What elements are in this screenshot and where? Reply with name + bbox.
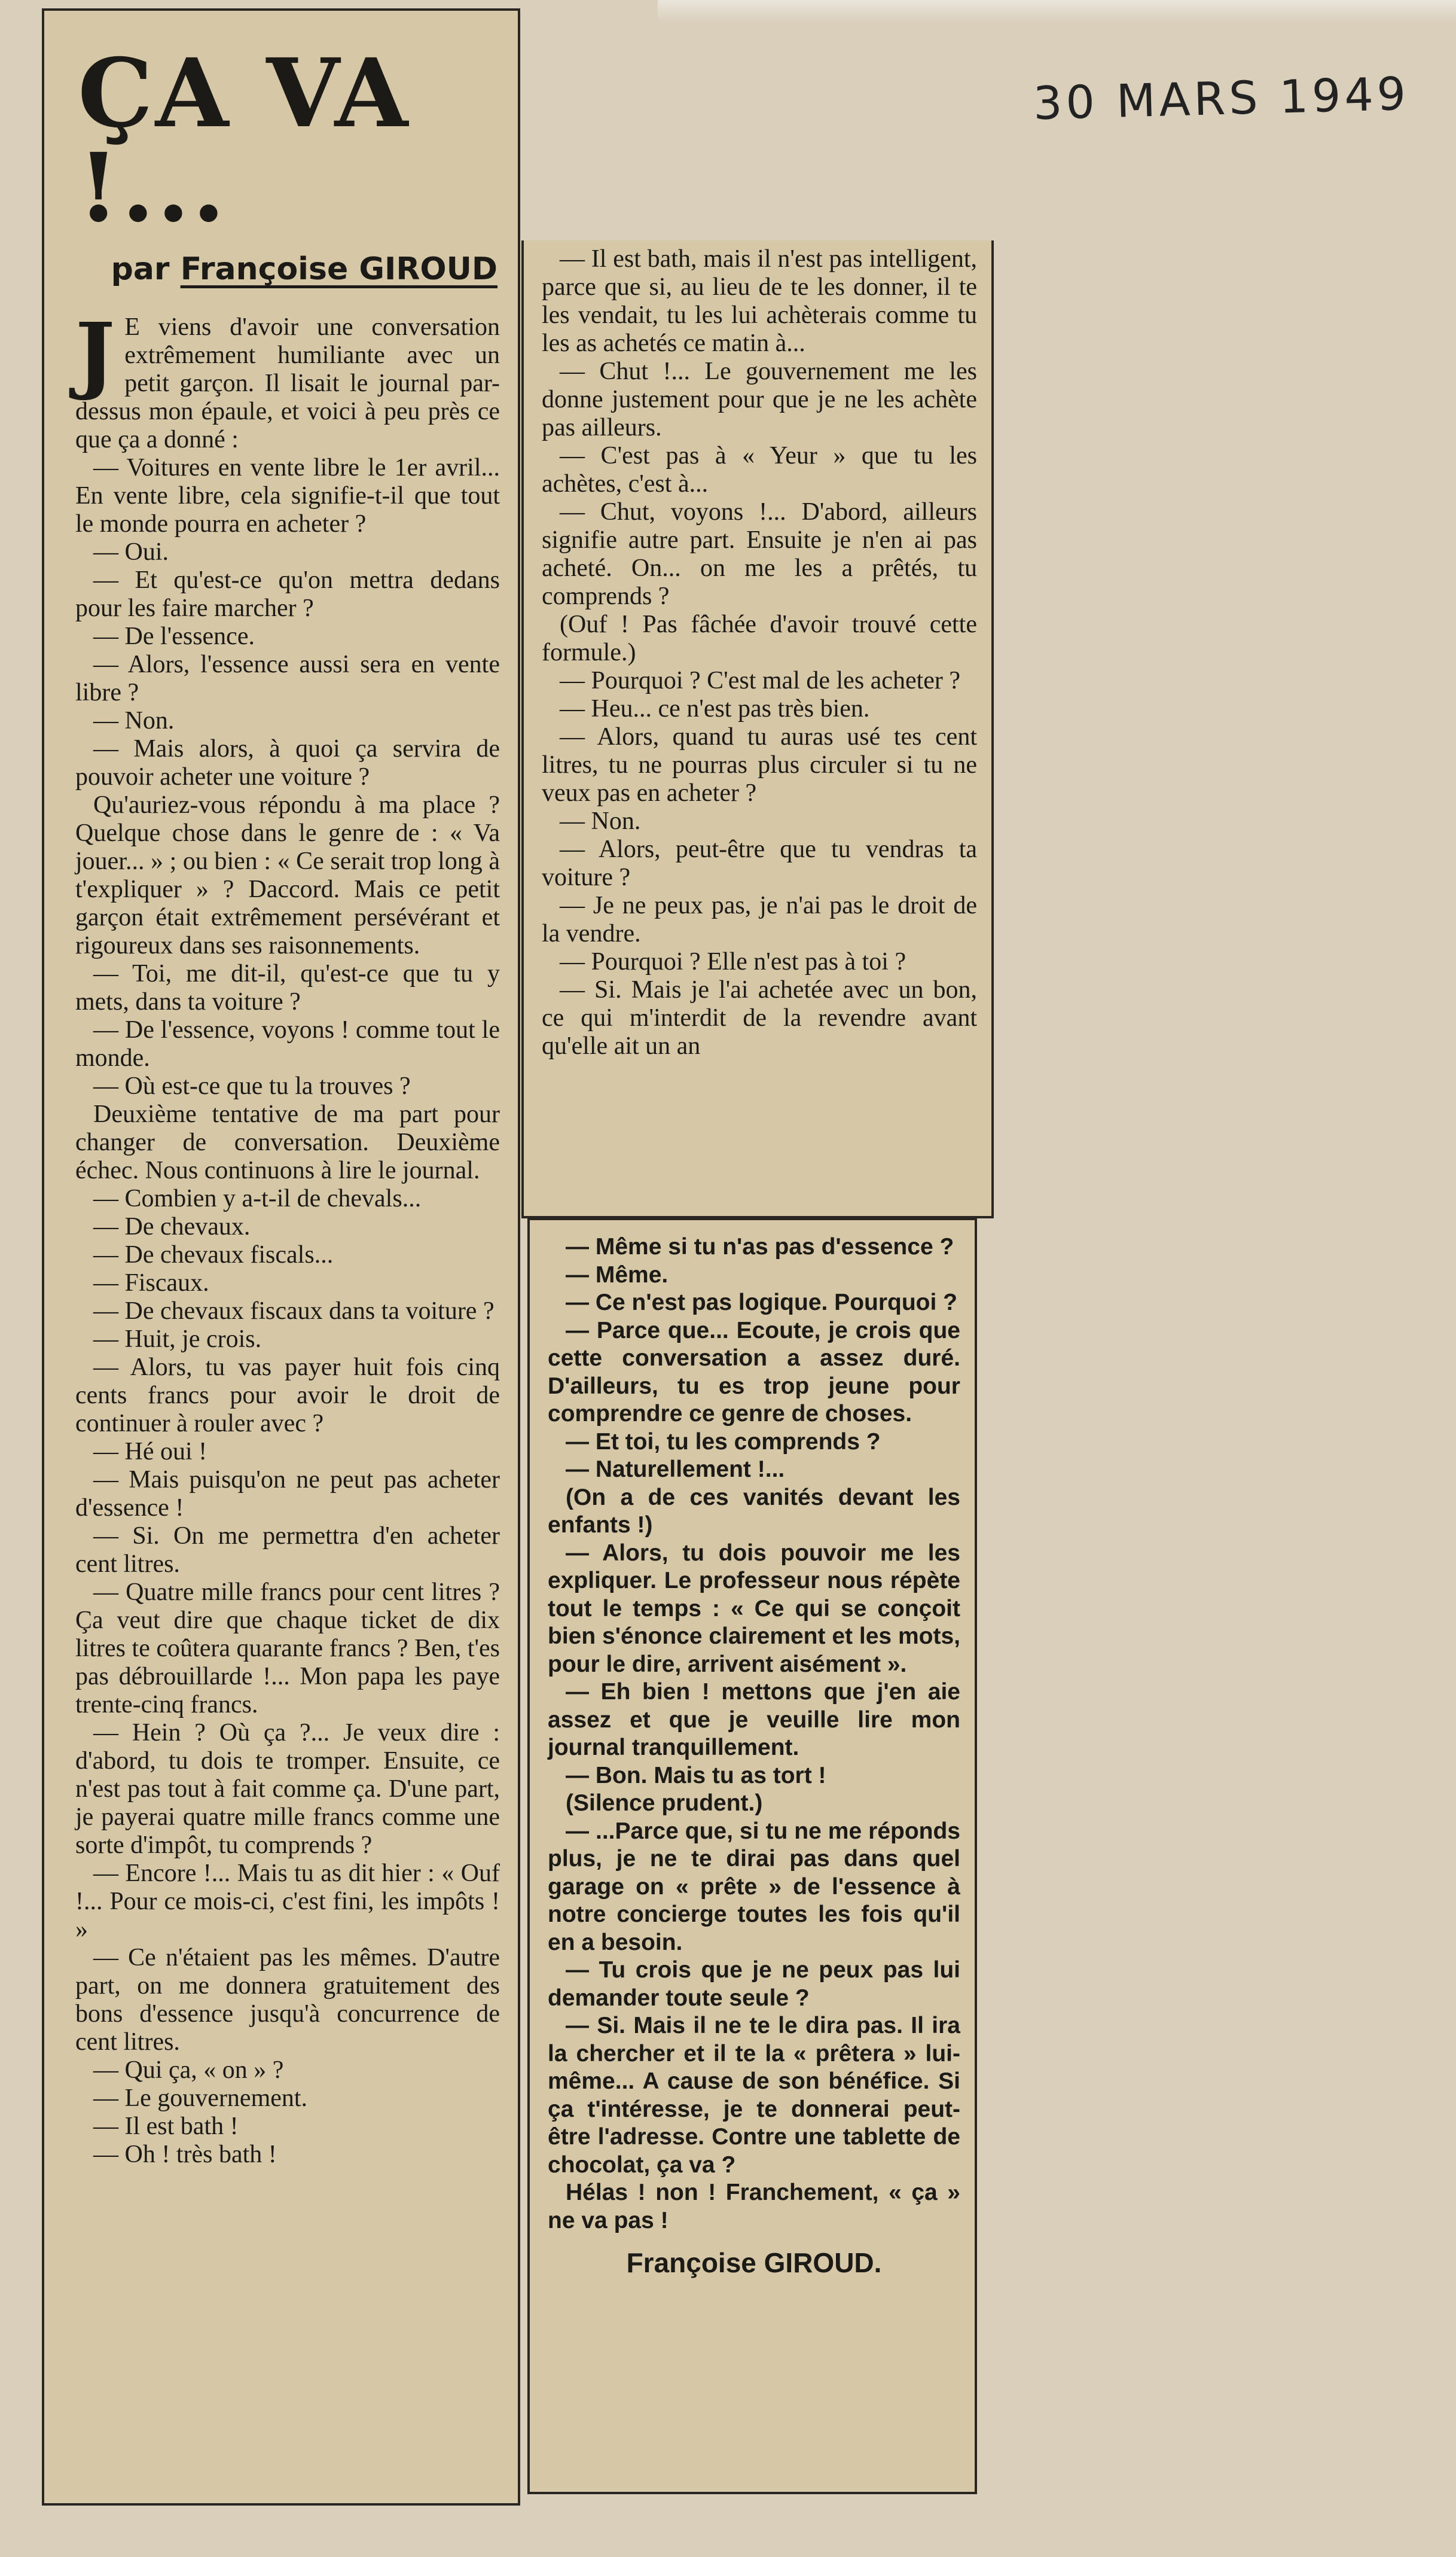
article-title: ÇA VA !... [78, 38, 411, 243]
paragraph: — Il est bath ! [93, 2113, 239, 2140]
paragraph: — Hé oui ! [93, 1438, 207, 1465]
paragraph: (Ouf ! Pas fâchée d'avoir trouvé cette formule.) [542, 611, 977, 666]
paragraph: — Non. [560, 807, 641, 835]
paragraph: — Bon. Mais tu as tort ! [566, 1762, 826, 1788]
paragraph: — Je ne peux pas, je n'ai pas le droit de la vendre. [542, 892, 977, 947]
paragraph: — Il est bath, mais il n'est pas intelligent, parce que si, au lieu de te les donner, il te les vendait, tu les lui achèterais comme tu les as achetés ce matin à... [542, 245, 977, 357]
paragraph: — Qui ça, « on » ? [93, 2056, 284, 2084]
paragraph: — Chut !... Le gouvernement me les donne justement pour que je ne les achète pas ailleurs. [542, 358, 977, 441]
paragraph: — Ce n'est pas logique. Pourquoi ? [566, 1290, 957, 1315]
paragraph: — Toi, me dit-il, qu'est-ce que tu y mets, dans ta voiture ? [75, 960, 500, 1016]
paragraph: — Tu crois que je ne peux pas lui demander toute seule ? [548, 1957, 960, 2011]
paragraph: — Alors, quand tu auras usé tes cent litres, tu ne pourras plus circuler si tu ne veux pas en acheter ? [542, 723, 977, 807]
article-column-1-text [75, 305, 500, 2169]
paragraph: — Pourquoi ? C'est mal de les acheter ? [560, 667, 961, 694]
byline-author: Françoise GIROUD [180, 251, 497, 287]
paragraph: — Et qu'est-ce qu'on mettra dedans pour les faire marcher ? [75, 566, 500, 622]
paragraph: — Combien y a-t-il de chevals... [93, 1185, 422, 1212]
paragraph: — Fiscaux. [93, 1269, 209, 1297]
paragraph: — Eh bien ! mettons que j'en aie assez et que je veuille lire mon journal tranquillement. [548, 1679, 960, 1760]
paragraph: — Mais alors, à quoi ça servira de pouvoir acheter une voiture ? [75, 735, 500, 791]
paragraph: — Alors, tu dois pouvoir me les expliquer. Le professeur nous répète tout le temps : « Ce qui se conçoit bien s'énonce clairement et les mots, pour le dire, arrivent aisément ». [548, 1540, 960, 1677]
paragraph: — Où est-ce que tu la trouves ? [93, 1072, 411, 1100]
byline-prefix: par [111, 251, 170, 287]
paragraph: — Voitures en vente libre le 1er avril... En vente libre, cela signifie-t-il que tout le monde pourra en acheter ? [75, 454, 500, 538]
paragraph: — Naturellement !... [566, 1456, 785, 1482]
paragraph: (On a de ces vanités devant les enfants !) [548, 1484, 960, 1538]
paragraph: — Si. Mais il ne te le dira pas. Il ira la chercher et il te la « prêtera » lui-même... A cause de son bénéfice. Si ça t'intéresse, je te donnerai peut-être l'adresse. Contre une tablette de chocolat, ça va ? [548, 2013, 960, 2178]
paragraph [75, 305, 500, 454]
paragraph: — Pourquoi ? Elle n'est pas à toi ? [560, 948, 906, 976]
handwritten-date: 30 MARS 1949 [1032, 66, 1411, 130]
paragraph: — Alors, l'essence aussi sera en vente libre ? [75, 651, 500, 706]
paragraph: Hélas ! non ! Franchement, « ça » ne va pas ! [548, 2180, 960, 2233]
paragraph: — ...Parce que, si tu ne me réponds plus, je ne te dirai pas dans quel garage on « prête » de l'essence à notre concierge toutes les fois qu'il en a besoin. [548, 1818, 960, 1955]
article-byline [75, 251, 497, 287]
paragraph: (Silence prudent.) [566, 1790, 763, 1816]
paper-edge [658, 0, 1456, 22]
paragraph: — De chevaux fiscaux dans ta voiture ? [93, 1297, 495, 1325]
paragraph: — Chut, voyons !... D'abord, ailleurs signifie autre part. Ensuite je n'en ai pas acheté. On... on me les a prêtés, tu comprends ? [542, 498, 977, 610]
paragraph: — Ce n'étaient pas les mêmes. D'autre part, on me donnera gratuitement des bons d'essence jusqu'à concurrence de cent litres. [75, 1944, 500, 2056]
clipping-column-1 [42, 8, 520, 2506]
paragraph: — De l'essence. [93, 623, 255, 650]
paragraph: — Et toi, tu les comprends ? [566, 1428, 881, 1455]
paragraph: — De l'essence, voyons ! comme tout le monde. [75, 1016, 500, 1072]
paragraph: — Alors, peut-être que tu vendras ta voiture ? [542, 836, 977, 891]
drop-cap: J [75, 305, 115, 403]
paragraph: — Même si tu n'as pas d'essence ? [566, 1234, 954, 1260]
paragraph: — Parce que... Ecoute, je crois que cette conversation a assez duré. D'ailleurs, tu es trop jeune pour comprendre ce genre de choses. [548, 1317, 960, 1427]
clipping-column-3 [527, 1218, 977, 2494]
paragraph: — Le gouvernement. [93, 2084, 308, 2112]
paragraph-text: E viens d'avoir une conversation extrêmement humiliante avec un petit garçon. Il lisait le journal par-dessus mon épaule, et voici à peu près ce que ça a donné : [75, 313, 500, 453]
paragraph: — Mais puisqu'on ne peut pas acheter d'essence ! [75, 1466, 500, 1522]
paragraph: Qu'auriez-vous répondu à ma place ? Quelque chose dans le genre de : « Va jouer... » ; ou bien : « Ce serait trop long à t'expliquer » ? Daccord. Mais ce petit garçon était extrêmement persévérant et rigoureux dans ses raisonnements. [75, 791, 500, 959]
article-column-3-text [548, 1233, 960, 2235]
paragraph: — Hein ? Où ça ?... Je veux dire : d'abord, tu dois te tromper. Ensuite, ce n'est pas tout à fait comme ça. D'une part, je payerai quatre mille francs comme une sorte d'impôt, tu comprends ? [75, 1719, 500, 1859]
paragraph: — Si. Mais je l'ai achetée avec un bon, ce qui m'interdit de la revendre avant qu'elle ait un an [542, 976, 977, 1060]
paragraph: — Si. On me permettra d'en acheter cent litres. [75, 1522, 500, 1578]
article-signature: Françoise GIROUD. [626, 2247, 882, 2278]
paragraph: — Non. [93, 707, 175, 735]
paragraph: — Encore !... Mais tu as dit hier : « Ouf !... Pour ce mois-ci, c'est fini, les impôts ! » [75, 1860, 500, 1943]
clipping-column-2 [521, 240, 994, 1218]
paragraph: — Heu... ce n'est pas très bien. [560, 695, 870, 723]
paragraph: — Alors, tu vas payer huit fois cinq cents francs pour avoir le droit de continuer à rouler avec ? [75, 1354, 500, 1437]
paragraph: — C'est pas à « Yeur » que tu les achètes, c'est à... [542, 442, 977, 498]
paragraph: — De chevaux. [93, 1213, 251, 1241]
paragraph: — Même. [566, 1261, 669, 1288]
paragraph: Deuxième tentative de ma part pour changer de conversation. Deuxième échec. Nous continuons à lire le journal. [75, 1101, 500, 1184]
paragraph: — De chevaux fiscals... [93, 1241, 334, 1269]
article-column-2-text [542, 245, 977, 1060]
paragraph: — Oh ! très bath ! [93, 2141, 277, 2168]
paragraph: — Oui. [93, 538, 169, 566]
paragraph: — Huit, je crois. [93, 1325, 262, 1353]
paragraph: — Quatre mille francs pour cent litres ? Ça veut dire que chaque ticket de dix litres te coûtera quarante francs ? Ben, t'es pas débrouillarde !... Mon papa les paye trente-cinq francs. [75, 1578, 500, 1718]
